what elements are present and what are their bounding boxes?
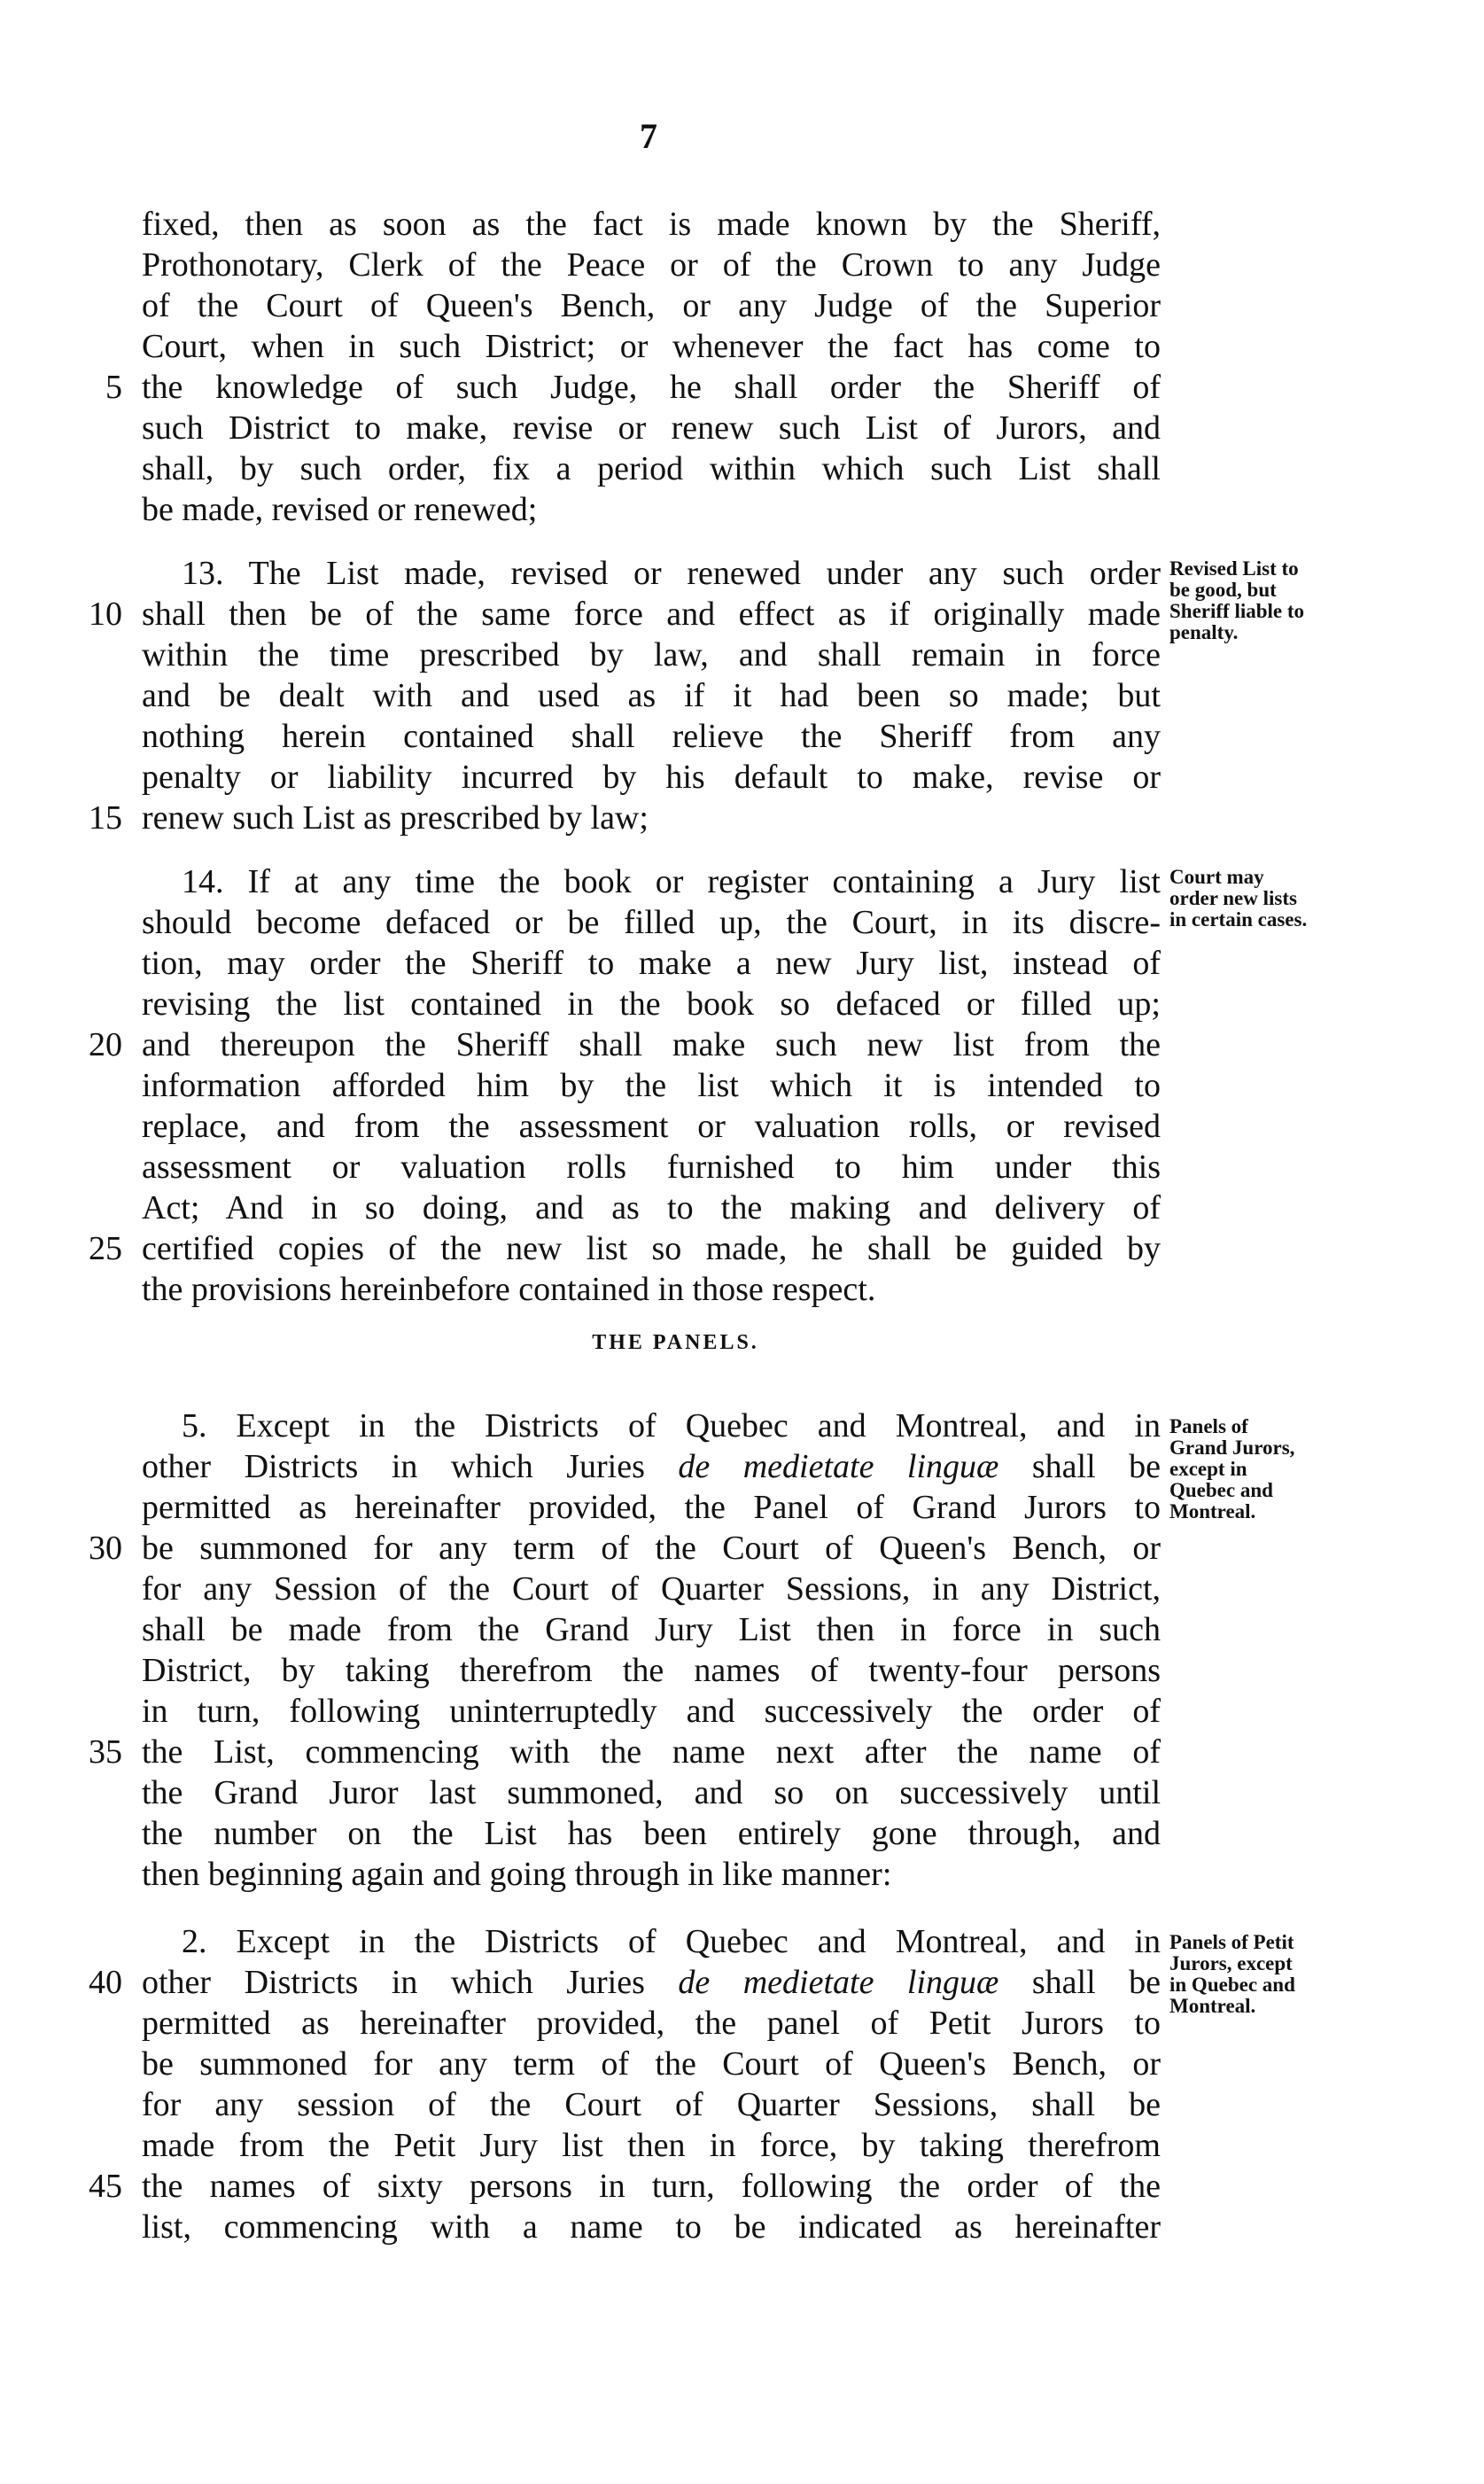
text-line: the number on the List has been entirely gone through, and <box>142 1815 1161 1852</box>
text-line: in turn, following uninterruptedly and successively the order of <box>142 1693 1161 1730</box>
text-line: 2. Except in the Districts of Quebec and Montreal, and in <box>182 1923 1161 1960</box>
margin-note-line: Jurors, except <box>1169 1952 1293 1974</box>
margin-note-2 <box>1169 1932 1391 2017</box>
text-line: the Grand Juror last summoned, and so on successively until <box>142 1774 1161 1811</box>
line-number: 15 <box>89 799 122 837</box>
text-line: Act; And in so doing, and as to the making and delivery of <box>142 1189 1161 1226</box>
margin-note-line: except in <box>1169 1458 1247 1480</box>
text-line: should become defaced or be filled up, the Court, in its discre- <box>142 904 1161 941</box>
text-line: for any session of the Court of Quarter Sessions, shall be <box>142 2086 1161 2123</box>
margin-note-line: Court may <box>1169 866 1264 888</box>
text-line: revising the list contained in the book so defaced or filled up; <box>142 985 1161 1023</box>
margin-note-line: in Quebec and <box>1169 1974 1295 1996</box>
margin-note-line: Panels of <box>1169 1415 1248 1437</box>
text-line: certified copies of the new list so made, he shall be guided by <box>142 1230 1161 1267</box>
text-line: nothing herein contained shall relieve the Sheriff from any <box>142 718 1161 755</box>
margin-note-line: in certain cases. <box>1169 908 1308 931</box>
text-line: shall, by such order, fix a period within which such List shall <box>142 450 1161 487</box>
text-line: penalty or liability incurred by his default to make, revise or <box>142 759 1161 796</box>
text-line: fixed, then as soon as the fact is made known by the Sheriff, <box>142 206 1161 243</box>
text-line: 5. Except in the Districts of Quebec and Montreal, and in <box>182 1407 1161 1444</box>
margin-note-14 <box>1169 867 1391 931</box>
text-line: 13. The List made, revised or renewed under any such order <box>182 555 1161 592</box>
text-line: for any Session of the Court of Quarter Sessions, in any District, <box>142 1570 1161 1608</box>
latin-phrase: de medietate linguæ <box>678 1964 999 2001</box>
page-number: 7 <box>640 116 657 156</box>
text-line: the names of sixty persons in turn, following the order of the <box>142 2168 1161 2205</box>
text-line: replace, and from the assessment or valuation rolls, or revised <box>142 1108 1161 1145</box>
text-line: Prothonotary, Clerk of the Peace or of the Crown to any Judge <box>142 246 1161 284</box>
text-line: of the Court of Queen's Bench, or any Judge of the Superior <box>142 287 1161 324</box>
text-line <box>142 1962 1161 2003</box>
line-number: 35 <box>89 1733 122 1771</box>
text-line: tion, may order the Sheriff to make a new Jury list, instead of <box>142 945 1161 982</box>
text-line: shall then be of the same force and effect as if originally made <box>142 596 1161 633</box>
text-line: Court, when in such District; or whenever the fact has come to <box>142 328 1161 365</box>
margin-note-line: Revised List to <box>1169 557 1299 580</box>
text-span: shall be <box>1031 1448 1162 1485</box>
text-span: other Districts in which Juries <box>142 1964 645 2001</box>
text-line: be made, revised or renewed; <box>142 491 538 528</box>
line-number: 20 <box>89 1026 122 1063</box>
margin-note-line: Grand Jurors, <box>1169 1437 1295 1459</box>
text-line: permitted as hereinafter provided, the Panel of Grand Jurors to <box>142 1489 1161 1526</box>
text-line: assessment or valuation rolls furnished to him under this <box>142 1149 1161 1186</box>
line-number: 45 <box>89 2168 122 2205</box>
text-line: list, commencing with a name to be indicated as hereinafter <box>142 2208 1161 2246</box>
text-span: shall be <box>1031 1964 1162 2001</box>
line-number: 5 <box>105 369 122 406</box>
text-line: and be dealt with and used as if it had been so made; but <box>142 677 1161 714</box>
line-number: 30 <box>89 1530 122 1567</box>
text-line: shall be made from the Grand Jury List then in force in such <box>142 1611 1161 1648</box>
text-line: the List, commencing with the name next after the name of <box>142 1733 1161 1771</box>
text-line: permitted as hereinafter provided, the panel of Petit Jurors to <box>142 2005 1161 2042</box>
latin-phrase: de medietate linguæ <box>678 1448 999 1485</box>
margin-note-line: be good, but <box>1169 579 1277 601</box>
line-number: 40 <box>89 1964 122 2001</box>
text-line: then beginning again and going through in like manner: <box>142 1856 892 1893</box>
section-heading: THE PANELS. <box>592 1331 759 1354</box>
margin-note-line: Quebec and <box>1169 1479 1273 1501</box>
text-line: information afforded him by the list which it is intended to <box>142 1067 1161 1104</box>
text-line: the provisions hereinbefore contained in those respect. <box>142 1271 876 1308</box>
text-line: be summoned for any term of the Court of Queen's Bench, or <box>142 2045 1161 2083</box>
text-line: 14. If at any time the book or register containing a Jury list <box>182 863 1161 900</box>
text-line <box>142 1446 1161 1487</box>
margin-note-line: penalty. <box>1169 621 1239 643</box>
margin-note-line: Montreal. <box>1169 1995 1256 2017</box>
text-span: other Districts in which Juries <box>142 1448 645 1485</box>
text-line: District, by taking therefrom the names of twenty-four persons <box>142 1652 1161 1689</box>
text-line: within the time prescribed by law, and shall remain in force <box>142 636 1161 674</box>
text-line: renew such List as prescribed by law; <box>142 799 649 837</box>
margin-note-5 <box>1169 1416 1391 1522</box>
text-line: such District to make, revise or renew such List of Jurors, and <box>142 409 1161 447</box>
text-line: be summoned for any term of the Court of Queen's Bench, or <box>142 1530 1161 1567</box>
text-line: and thereupon the Sheriff shall make such new list from the <box>142 1026 1161 1063</box>
line-number: 25 <box>89 1230 122 1267</box>
margin-note-13 <box>1169 558 1391 643</box>
margin-note-line: Sheriff liable to <box>1169 600 1305 622</box>
text-line: made from the Petit Jury list then in force, by taking therefrom <box>142 2127 1161 2164</box>
line-number: 10 <box>89 596 122 633</box>
margin-note-line: order new lists <box>1169 887 1297 909</box>
text-line: the knowledge of such Judge, he shall order the Sheriff of <box>142 369 1161 406</box>
margin-note-line: Montreal. <box>1169 1500 1256 1522</box>
margin-note-line: Panels of Petit <box>1169 1931 1294 1953</box>
